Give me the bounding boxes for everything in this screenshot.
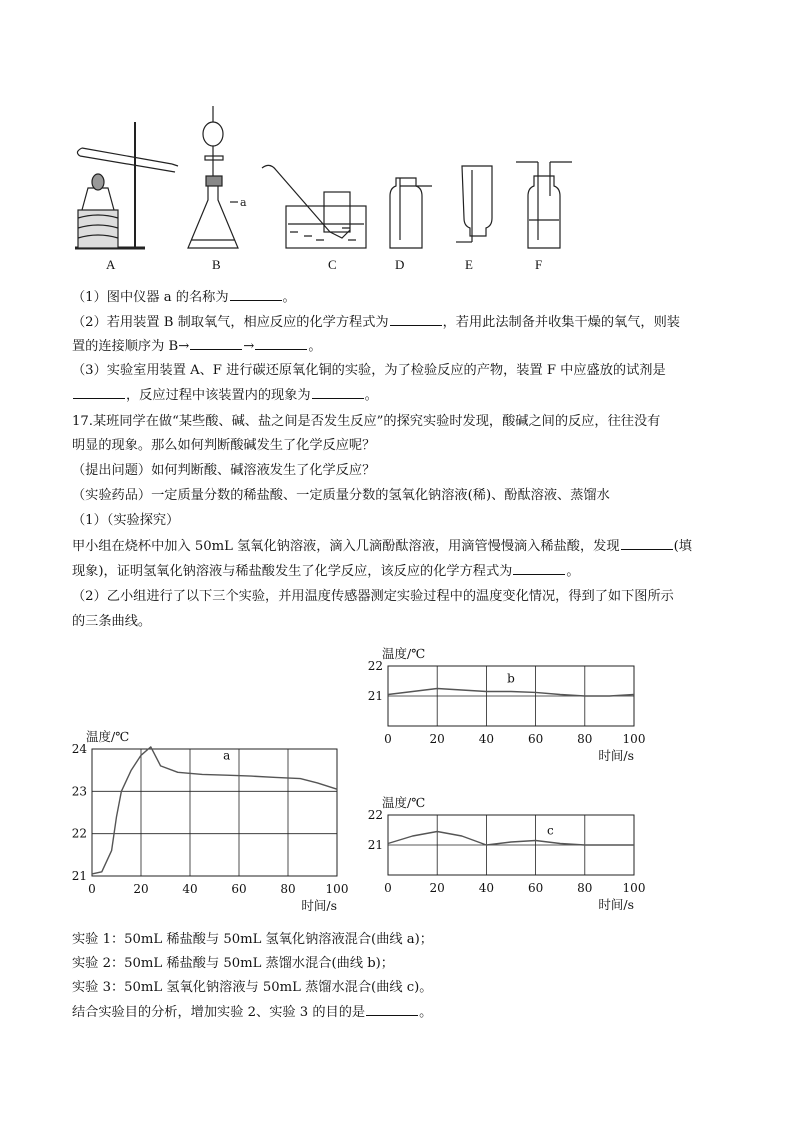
x-tick-label: 60	[231, 882, 247, 896]
explore-heading	[72, 511, 179, 531]
y-tick-label: 21	[367, 689, 383, 703]
y-tick-label: 22	[367, 808, 383, 822]
experiment-drugs	[72, 486, 610, 506]
chart-curve-b	[365, 640, 665, 770]
group-b-cont	[72, 612, 151, 632]
group-b-line: （2）乙小组进行了以下三个实验，并用温度传感器测定实验过程中的温度变化情况，得到了如下图所示	[72, 589, 674, 604]
q2-text-c: 置的连接顺序为 B→	[72, 339, 190, 354]
answer-blank[interactable]	[390, 312, 442, 326]
answer-blank[interactable]	[621, 536, 673, 550]
problem-17	[72, 412, 660, 432]
y-tick-label: 22	[367, 659, 383, 673]
experiment-2	[72, 954, 394, 974]
apparatus-b	[188, 106, 247, 248]
y-axis-label: 温度/℃	[382, 646, 426, 661]
x-tick-label: 40	[478, 732, 495, 746]
group-a-line-c: 现象)，证明氢氧化钠溶液与稀盐酸发生了化学反应，该反应的化学方程式为	[72, 564, 513, 579]
x-tick-label: 20	[429, 732, 445, 746]
x-tick-label: 0	[384, 732, 392, 746]
question-3	[72, 361, 666, 381]
apparatus-figure	[60, 100, 600, 278]
q2-text: （2）若用装置 B 制取氧气，相应反应的化学方程式为	[72, 315, 389, 330]
curve-c-label: c	[546, 823, 554, 838]
x-tick-label: 80	[577, 732, 593, 746]
q1-text: （1）图中仪器 a 的名称为	[72, 290, 229, 305]
plot-frame	[92, 749, 337, 876]
label-f: F	[535, 257, 543, 272]
answer-blank[interactable]	[312, 385, 364, 399]
x-tick-label: 0	[88, 882, 96, 896]
explore-text: （1）（实验探究）	[72, 513, 180, 528]
x-axis-label: 时间/s	[598, 897, 634, 912]
curve-b-label: b	[507, 671, 515, 686]
group-a-line: 甲小组在烧杯中加入 50mL 氢氧化钠溶液，滴入几滴酚酞溶液，用滴管慢慢滴入稀盐酸，发现	[72, 539, 620, 554]
q3-text: （3）实验室用装置 A、F 进行碳还原氧化铜的实验，为了检验反应的产物，装置 F 中应盛放的试剂是	[72, 363, 666, 378]
apparatus-c	[262, 165, 366, 248]
label-c: C	[328, 257, 337, 272]
x-tick-label: 80	[280, 882, 296, 896]
label-e: E	[465, 257, 473, 272]
curve-b-line	[388, 689, 634, 697]
answer-blank[interactable]	[73, 385, 125, 399]
p17-text: 17.某班同学在做“某些酸、碱、盐之间是否发生反应”的探究实验时发现，酸碱之间的反应，往往没有	[72, 414, 661, 429]
answer-blank[interactable]	[513, 561, 565, 575]
answer-blank[interactable]	[255, 336, 307, 350]
experiment-1	[72, 930, 433, 950]
y-axis-label: 温度/℃	[382, 795, 426, 810]
ask-text: （提出问题）如何判断酸、碱溶液发生了化学反应？	[72, 463, 376, 478]
x-tick-label: 80	[577, 881, 593, 895]
curve-c-line	[388, 832, 634, 846]
x-tick-label: 100	[622, 881, 646, 895]
question-1	[72, 287, 296, 308]
group-a-text	[72, 536, 692, 557]
chart-curve-a	[70, 722, 360, 922]
label-a: A	[106, 257, 116, 272]
answer-blank[interactable]	[230, 287, 282, 301]
label-d: D	[395, 257, 405, 272]
x-tick-label: 40	[182, 882, 198, 896]
answer-blank[interactable]	[366, 1002, 418, 1016]
q3-text-b: ，反应过程中该装置内的现象为	[126, 388, 311, 403]
group-a-fill: (填	[673, 539, 692, 554]
experiment-3	[72, 978, 433, 998]
x-tick-label: 20	[133, 882, 149, 896]
drugs-text: （实验药品）一定质量分数的稀盐酸、一定质量分数的氢氧化钠溶液(稀)、酚酞溶液、蒸馏水	[72, 488, 610, 503]
y-tick-label: 22	[71, 826, 87, 841]
y-tick-label: 24	[71, 742, 87, 756]
x-tick-label: 60	[527, 881, 544, 895]
x-tick-label: 100	[622, 732, 646, 746]
p17-text-b: 明显的现象。那么如何判断酸碱发生了化学反应呢？	[72, 438, 376, 453]
apparatus-e	[456, 166, 492, 242]
label-b: B	[212, 257, 221, 272]
q2-arrow: →	[243, 339, 255, 354]
experiment-2-text: 实验 2：50mL 稀盐酸与 50mL 蒸馏水混合(曲线 b)；	[72, 956, 394, 971]
y-tick-label: 21	[71, 869, 87, 883]
q2-text-b: ，若用此法制备并收集干燥的氧气，则装	[442, 315, 680, 330]
chart-curve-c	[365, 785, 665, 920]
curve-a-line	[92, 747, 337, 874]
curve-a-label: a	[223, 748, 231, 763]
question-2-cont	[72, 336, 322, 357]
conclusion-end: 。	[419, 1005, 433, 1020]
y-axis-label: 温度/℃	[86, 729, 130, 744]
y-tick-label: 21	[367, 838, 383, 852]
apparatus-f	[516, 162, 572, 248]
group-b-text	[72, 587, 674, 607]
group-b-line-b: 的三条曲线。	[72, 614, 152, 629]
x-tick-label: 60	[527, 732, 544, 746]
x-tick-label: 20	[429, 881, 445, 895]
apparatus-d	[390, 178, 432, 248]
experiment-3-text: 实验 3：50mL 氢氧化钠溶液与 50mL 蒸馏水混合(曲线 c)。	[72, 980, 433, 995]
x-tick-label: 0	[384, 881, 392, 895]
x-axis-label: 时间/s	[301, 898, 337, 913]
q1-end: 。	[282, 290, 296, 305]
ask-question	[72, 461, 375, 481]
y-tick-label: 23	[71, 784, 87, 799]
x-tick-label: 40	[478, 881, 495, 895]
group-a-cont	[72, 561, 580, 582]
group-a-end: 。	[566, 564, 580, 579]
experiment-1-text: 实验 1：50mL 稀盐酸与 50mL 氢氧化钠溶液混合(曲线 a)；	[72, 932, 433, 947]
x-tick-label: 100	[325, 882, 349, 896]
conclusion	[72, 1002, 432, 1023]
answer-blank[interactable]	[190, 336, 242, 350]
question-3-cont	[72, 385, 378, 406]
problem-17-cont	[72, 436, 375, 456]
conclusion-text: 结合实验目的分析，增加实验 2、实验 3 的目的是	[72, 1005, 366, 1020]
apparatus-a	[75, 122, 178, 248]
instrument-a-label: a	[240, 196, 247, 209]
question-2	[72, 312, 680, 333]
q3-end: 。	[364, 388, 378, 403]
x-axis-label: 时间/s	[598, 748, 634, 763]
q2-end: 。	[308, 339, 322, 354]
